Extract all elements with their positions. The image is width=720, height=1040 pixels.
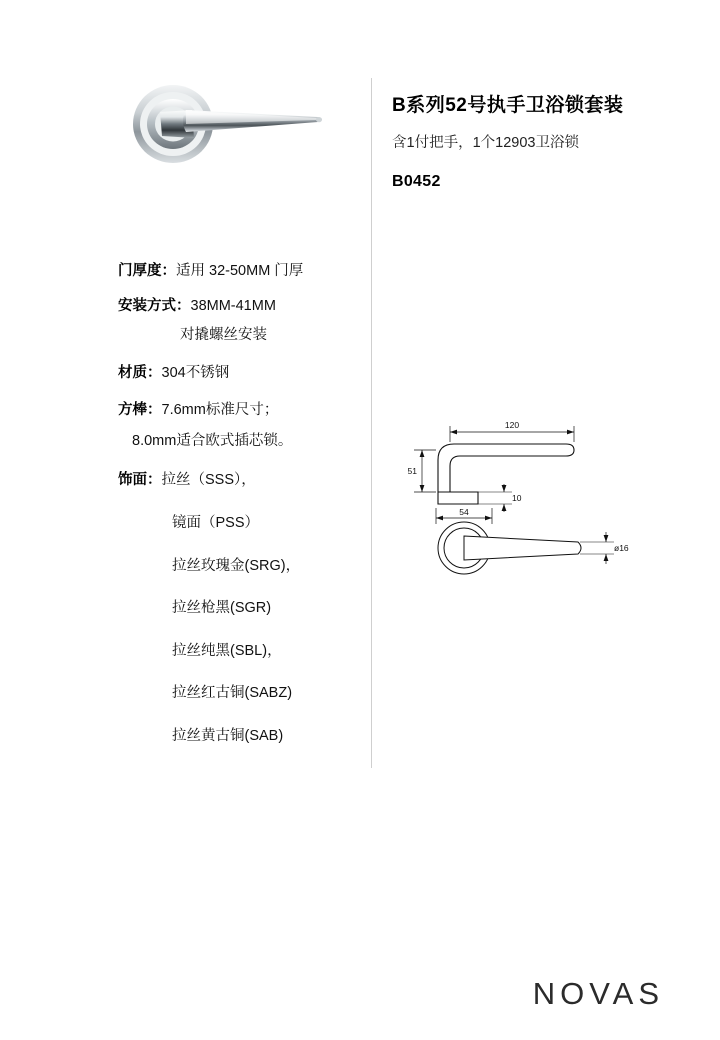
list-item: 拉丝玫瑰金(SRG)， (172, 557, 301, 574)
dim-thickness-text: 10 (512, 493, 522, 503)
technical-drawing (408, 420, 658, 620)
list-item: 拉丝红古铜(SABZ) (172, 685, 293, 702)
spec-label: 材质： (118, 364, 162, 381)
vertical-divider (371, 78, 372, 768)
spec-label: 安装方式： (118, 297, 191, 314)
spec-value: 304不锈钢 (161, 364, 230, 381)
spec-row-installation (118, 297, 368, 346)
spec-value: 38MM-41MM (190, 297, 276, 314)
product-subtitle: 含1付把手，1个12903卫浴锁 (392, 134, 579, 151)
dim-height-text: 51 (408, 466, 417, 476)
page-title: B系列52号执手卫浴锁套装 (392, 95, 624, 116)
product-code: B0452 (392, 172, 441, 190)
header-block (392, 94, 702, 191)
finish-list (118, 514, 368, 746)
dim-length-text: 120 (504, 420, 520, 430)
list-item: 拉丝黄古铜(SAB) (172, 727, 284, 744)
spec-value: 7.6mm标准尺寸； (161, 402, 279, 419)
list-item: 拉丝枪黑(SGR) (172, 600, 272, 617)
spec-row-spindle (118, 401, 368, 451)
spec-subvalue: 对撬螺丝安装 (180, 327, 267, 344)
spec-list (118, 262, 368, 746)
spec-value: 适用 32-50MM 门厚 (176, 263, 304, 279)
dim-diameter-text: ø16 (614, 543, 629, 553)
spec-label: 方棒： (118, 402, 162, 419)
list-item: 拉丝纯黑(SBL)， (172, 642, 282, 659)
product-photo (120, 80, 370, 170)
spec-label: 门厚度： (118, 263, 176, 279)
spec-row-material (118, 364, 368, 384)
spec-subvalue: 8.0mm适合欧式插芯锁。 (132, 432, 293, 449)
finish-primary: 拉丝（SSS）， (161, 472, 256, 489)
dim-rose-text: 54 (459, 507, 469, 517)
list-item: 镜面（PSS） (172, 514, 260, 531)
spec-row-finish (118, 471, 368, 746)
spec-label: 饰面： (118, 472, 162, 489)
spec-row-door-thickness (118, 262, 368, 282)
brand-logo: NOVAS (532, 976, 664, 1011)
